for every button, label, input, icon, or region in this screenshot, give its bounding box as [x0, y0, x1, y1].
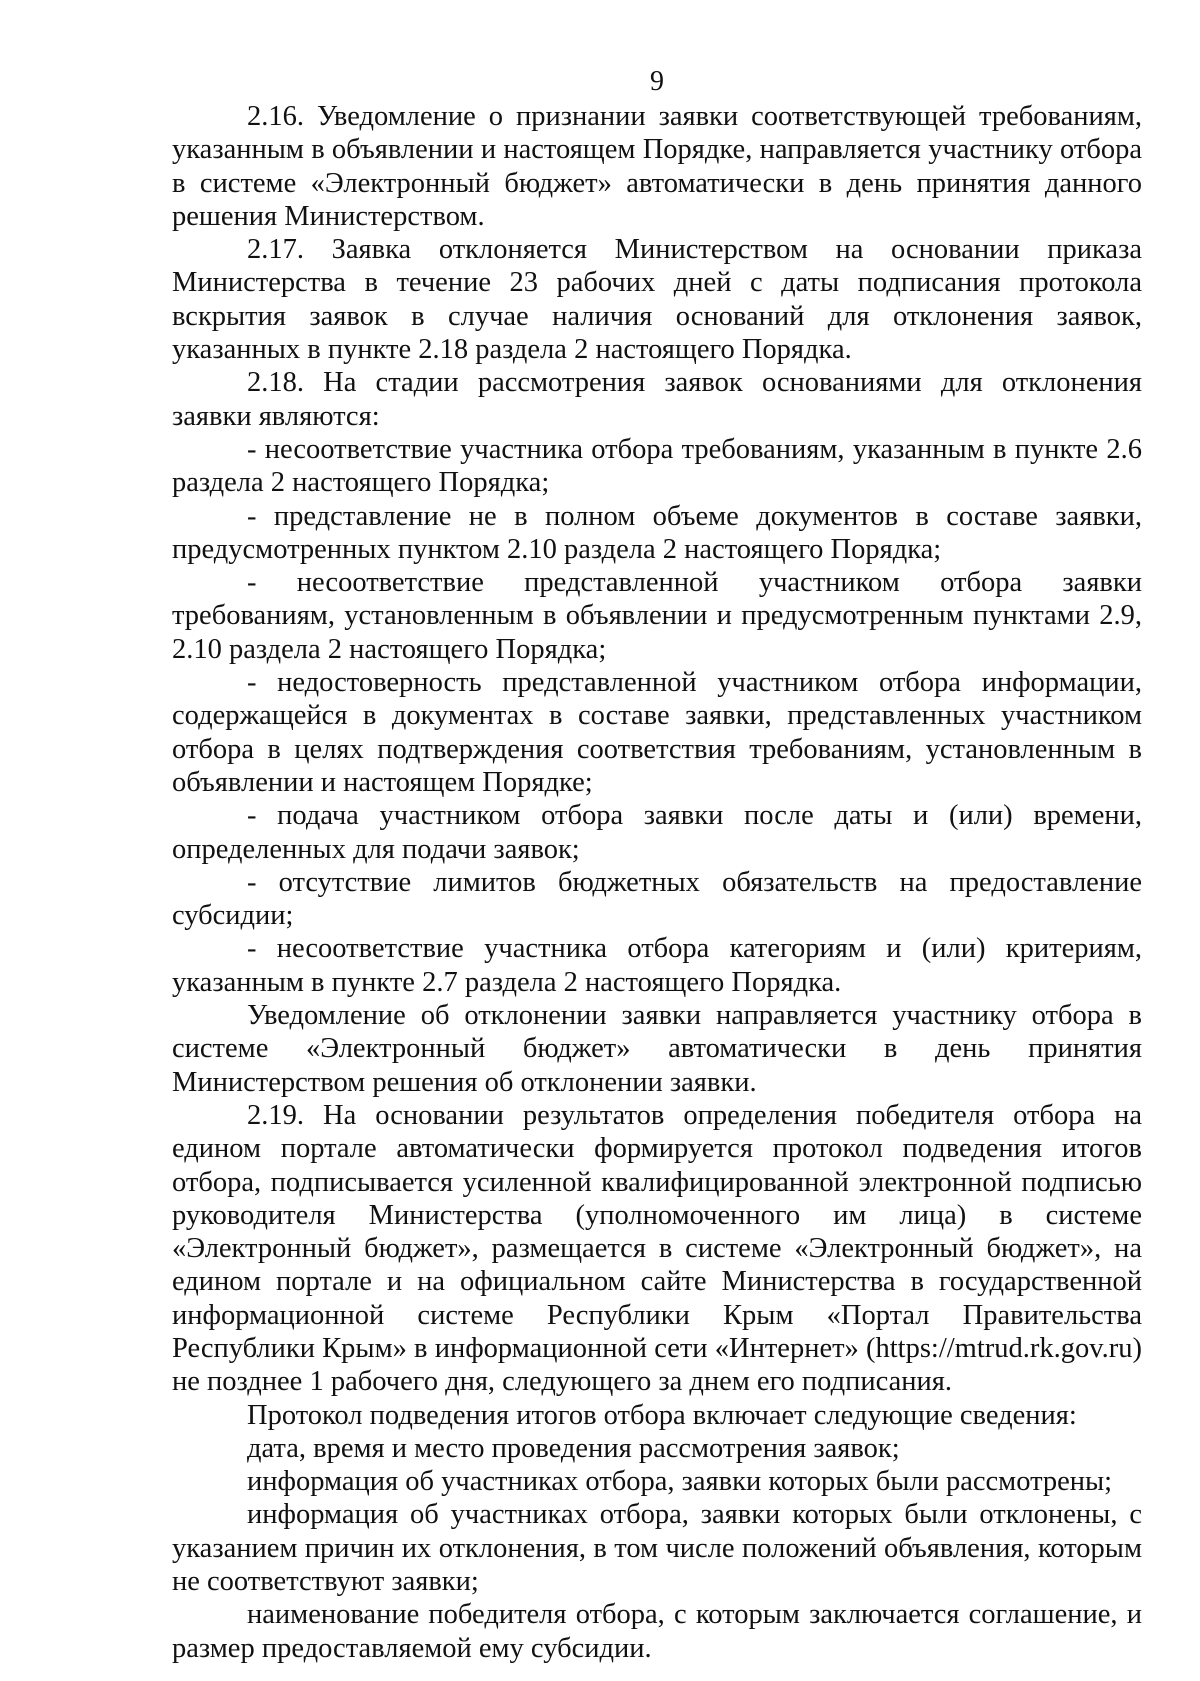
page-number: 9	[650, 66, 664, 97]
list-item-ground-3: - несоответствие представленной участником отбора заявки требованиям, установленным в объявлении и предусмотренным пунктами 2.9, 2.10 раздела 2 настоящего Порядка;	[172, 567, 1142, 665]
paragraph-protocol-intro: Протокол подведения итогов отбора включает следующие сведения:	[247, 1399, 1077, 1431]
list-item-ground-7: - несоответствие участника отбора категориям и (или) критериям, указанным в пункте 2.7 раздела 2 настоящего Порядка.	[172, 933, 1142, 998]
list-item-ground-2: - представление не в полном объеме документов в составе заявки, предусмотренных пунктом 2.10 раздела 2 настоящего Порядка;	[172, 500, 1142, 565]
document-page	[172, 66, 1142, 1665]
paragraph-2-18: 2.18. На стадии рассмотрения заявок основаниями для отклонения заявки являются:	[172, 367, 1142, 432]
protocol-item-4: наименование победителя отбора, с которым заключается соглашение, и размер предоставляемой ему субсидии.	[172, 1599, 1142, 1664]
paragraph-rejection-notice: Уведомление об отклонении заявки направляется участнику отбора в системе «Электронный бюджет» автоматически в день принятия Министерством решения об отклонении заявки.	[172, 1000, 1142, 1098]
list-item-ground-6: - отсутствие лимитов бюджетных обязательств на предоставление субсидии;	[172, 866, 1142, 932]
paragraph-2-16: 2.16. Уведомление о признании заявки соответствующей требованиям, указанным в объявлении и настоящем Порядке, направляется участнику отбора в системе «Электронный бюджет» автоматически в день принятия данного решения Министерством.	[172, 101, 1142, 232]
protocol-item-2: информация об участниках отбора, заявки которых были рассмотрены;	[247, 1466, 1113, 1498]
list-item-ground-4: - недостоверность представленной участником отбора информации, содержащейся в документах в составе заявки, представленных участником отбора в целях подтверждения соответствия требованиям, установленным в объявлении и настоящем Порядке;	[172, 667, 1142, 798]
list-item-ground-5: - подача участником отбора заявки после даты и (или) времени, определенных для подачи заявок;	[172, 800, 1142, 865]
protocol-item-3: информация об участниках отбора, заявки которых были отклонены, с указанием причин их отклонения, в том числе положений объявления, которым не соответствуют заявки;	[172, 1499, 1142, 1598]
list-item-ground-1: - несоответствие участника отбора требованиям, указанным в пункте 2.6 раздела 2 настоящего Порядка;	[172, 433, 1142, 499]
paragraph-2-19: 2.19. На основании результатов определения победителя отбора на едином портале автоматически формируется протокол подведения итогов отбора, подписывается усиленной квалифицированной электронной подписью руководителя Министерства (уполномоченного им лица) в системе «Электронный бюджет», размещается в системе «Электронный бюджет», на едином портале и на официальном сайте Министерства в государственной информационной системе Республики Крым «Портал Правительства Республики Крым» в информационной сети «Интернет» (https://mtrud.rk.gov.ru) не позднее 1 рабочего дня, следующего за днем его подписания.	[172, 1099, 1142, 1398]
protocol-item-1: дата, время и место проведения рассмотрения заявок;	[247, 1432, 900, 1464]
paragraph-2-17: 2.17. Заявка отклоняется Министерством на основании приказа Министерства в течение 23 рабочих дней с даты подписания протокола вскрытия заявок в случае наличия оснований для отклонения заявок, указанных в пункте 2.18 раздела 2 настоящего Порядка.	[172, 234, 1142, 366]
